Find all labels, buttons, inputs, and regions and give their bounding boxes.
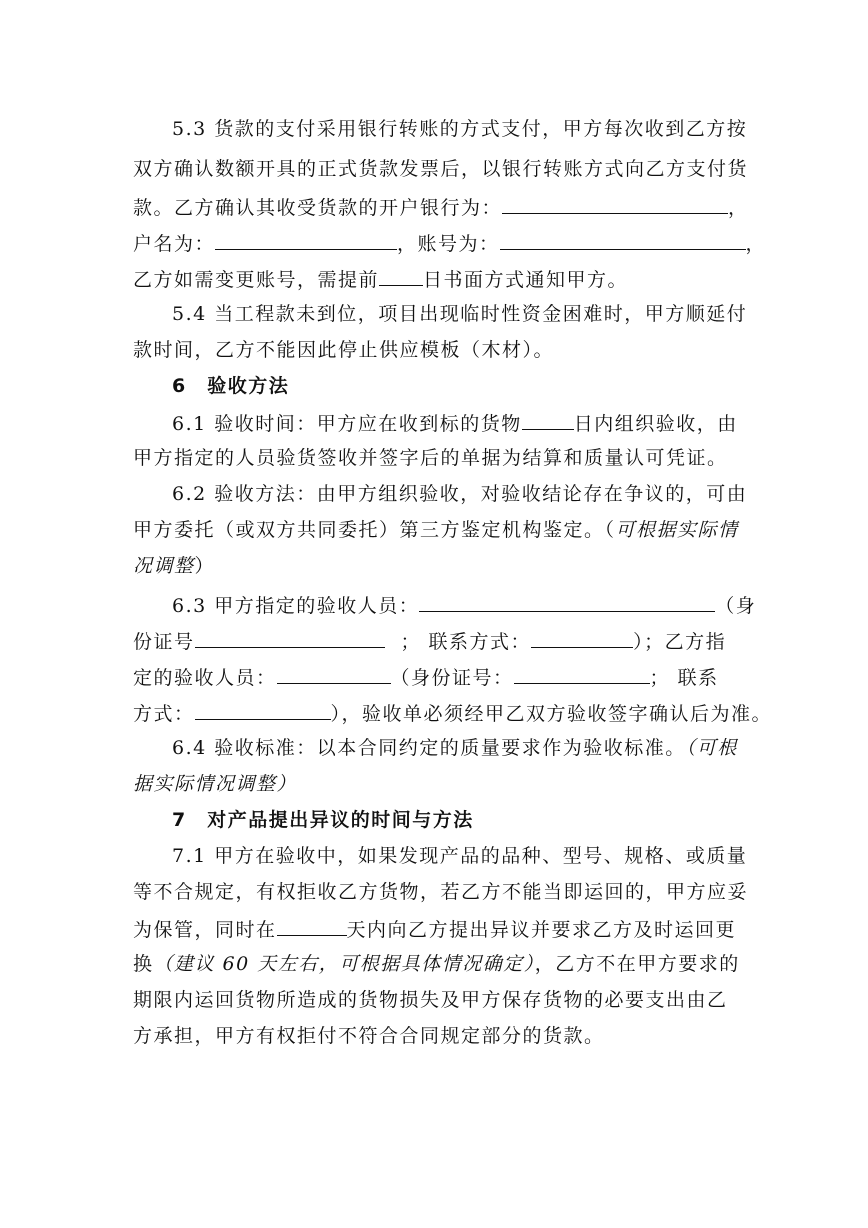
text: 6.4 验收标准：以本合同约定的质量要求作为验收标准。 xyxy=(172,737,686,759)
account-name-blank[interactable] xyxy=(215,230,397,250)
clause-7-1-line-5 xyxy=(133,988,728,1012)
account-number-blank[interactable] xyxy=(500,230,746,250)
clause-6-3-line-4 xyxy=(133,700,772,726)
text: 日内组织验收，由 xyxy=(573,413,738,435)
clause-5-3-line-3 xyxy=(133,194,749,220)
heading-text: 7 对产品提出异议的时间与方法 xyxy=(172,809,474,831)
clause-5-3-line-2 xyxy=(133,157,748,181)
heading-text: 6 验收方法 xyxy=(172,375,290,397)
text: 换 xyxy=(133,953,154,975)
clause-5-4-line-1 xyxy=(172,302,747,326)
text: ； 联系方式： xyxy=(400,631,532,653)
italic-note: 可根据实际情 xyxy=(615,519,739,541)
text: 期限内运回货物所造成的货物损失及甲方保存货物的必要支出由乙 xyxy=(133,989,728,1011)
inspection-days-blank[interactable] xyxy=(522,410,574,430)
text: 为保管，同时在 xyxy=(133,919,277,941)
section-heading-6 xyxy=(172,374,289,398)
notice-days-blank[interactable] xyxy=(379,266,423,286)
text: （身 xyxy=(715,595,757,617)
buyer-inspector-blank[interactable] xyxy=(419,592,715,612)
text: 定的验收人员： xyxy=(133,667,277,689)
clause-7-1-line-1 xyxy=(172,844,747,868)
text: 5.4 当工程款未到位，项目出现临时性资金困难时，甲方顺延付 xyxy=(172,303,748,325)
text: 日书面方式通知甲方。 xyxy=(423,269,629,291)
objection-days-blank[interactable] xyxy=(277,916,347,936)
buyer-id-number-blank[interactable] xyxy=(195,628,385,648)
clause-7-1-line-3 xyxy=(133,916,736,942)
seller-id-number-blank[interactable] xyxy=(514,664,650,684)
text: 6.1 验收时间：甲方应在收到标的货物 xyxy=(172,413,522,435)
clause-7-1-line-4 xyxy=(133,952,740,976)
italic-note: （可根 xyxy=(685,737,738,759)
text: 甲方指定的人员验货签收并签字后的单据为结算和质量认可凭证。 xyxy=(133,447,728,469)
text: 6.2 验收方法：由甲方组织验收，对验收结论存在争议的，可由 xyxy=(172,483,748,505)
text: （身份证号： xyxy=(390,667,514,689)
text: ） xyxy=(194,555,216,577)
clause-7-1-line-2 xyxy=(133,880,748,904)
text: 方承担，甲方有权拒付不符合合同规定部分的货款。 xyxy=(133,1025,605,1047)
text: 6.3 甲方指定的验收人员： xyxy=(172,595,420,617)
buyer-contact-blank[interactable] xyxy=(531,628,633,648)
text: 款时间，乙方不能因此停止供应模板（木材）。 xyxy=(133,339,555,361)
clause-6-1-line-1 xyxy=(172,410,738,436)
text: 户名为： xyxy=(133,233,216,255)
section-heading-7 xyxy=(172,808,474,832)
clause-6-2-line-3 xyxy=(133,554,215,578)
text: 双方确认数额开具的正式货款发票后，以银行转账方式向乙方支付货 xyxy=(133,158,749,180)
text: 等不合规定，有权拒收乙方货物，若乙方不能当即运回的，甲方应妥 xyxy=(133,881,749,903)
text: ， xyxy=(745,233,767,255)
clause-6-1-line-2 xyxy=(133,446,728,470)
clause-5-3-line-5 xyxy=(133,266,628,292)
italic-note: （建议 60 天左右，可根据具体情况确定） xyxy=(153,953,535,975)
clause-7-1-line-6 xyxy=(133,1024,605,1048)
text: ），验收单必须经甲乙双方验收签字确认后为准。 xyxy=(330,703,773,725)
text: 乙方如需变更账号，需提前 xyxy=(133,269,380,291)
text: 甲方委托（或双方共同委托）第三方鉴定机构鉴定。（ xyxy=(133,519,616,541)
clause-5-3-line-1 xyxy=(172,117,747,141)
clause-5-3-line-4 xyxy=(133,230,766,256)
clause-5-4-line-2 xyxy=(133,338,554,362)
text: ）；乙方指 xyxy=(633,631,727,653)
text: ； 联系 xyxy=(649,667,719,689)
clause-6-4-line-1 xyxy=(172,736,738,760)
text: 7.1 甲方在验收中，如果发现产品的品种、型号、规格、或质量 xyxy=(172,845,748,867)
text: ， xyxy=(728,197,749,219)
clause-6-4-line-2 xyxy=(133,772,297,796)
seller-contact-blank[interactable] xyxy=(195,700,331,720)
text: 款。乙方确认其收受货款的开户银行为： xyxy=(133,197,503,219)
text: ，账号为： xyxy=(397,233,500,255)
italic-note: 据实际情况调整） xyxy=(133,773,298,795)
clause-6-3-line-3 xyxy=(133,664,719,690)
bank-name-blank[interactable] xyxy=(502,194,728,214)
text: 天内向乙方提出异议并要求乙方及时运回更 xyxy=(346,919,737,941)
clause-6-3-line-2 xyxy=(133,628,726,654)
clause-6-2-line-2 xyxy=(133,518,739,542)
text: 方式： xyxy=(133,703,195,725)
italic-note: 况调整 xyxy=(133,555,195,577)
text: 份证号 xyxy=(133,631,195,653)
text: ，乙方不在甲方要求的 xyxy=(534,953,740,975)
text: 5.3 货款的支付采用银行转账的方式支付，甲方每次收到乙方按 xyxy=(172,118,748,140)
clause-6-2-line-1 xyxy=(172,482,747,506)
seller-inspector-blank[interactable] xyxy=(277,664,391,684)
clause-6-3-line-1 xyxy=(172,592,756,618)
